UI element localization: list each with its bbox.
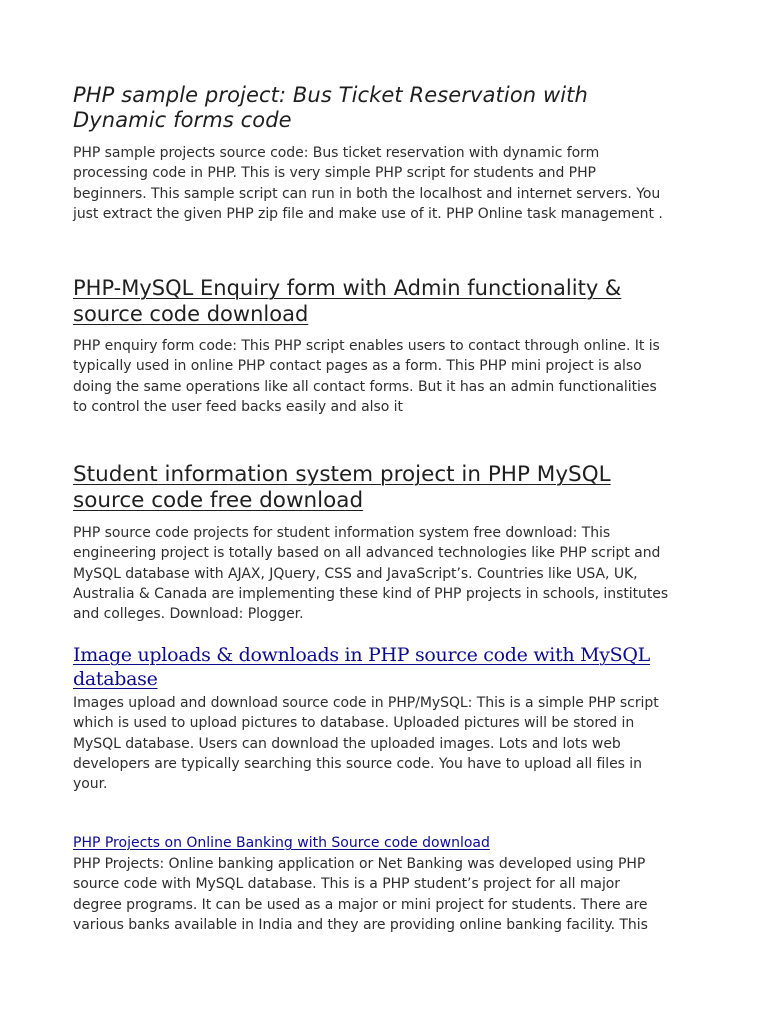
article-body: PHP Projects: Online banking application or Net Banking was developed using PHP source code with MySQL database. This is a PHP student’s project for all major degree programs. It can be used as a major or mini project for students. There are various banks available in India and they are providing online banking facility. This	[73, 856, 648, 933]
article-heading-link[interactable]: Student information system project in PHP MySQL source code free download	[73, 462, 611, 513]
article-student-info	[73, 462, 703, 624]
article-heading: PHP sample project: Bus Ticket Reservation with Dynamic forms code	[73, 83, 588, 132]
article-enquiry-form	[73, 276, 703, 417]
article-image-uploads	[73, 643, 703, 794]
article-heading-link[interactable]: PHP Projects on Online Banking with Source code download	[73, 835, 490, 851]
article-heading-link[interactable]: Image uploads & downloads in PHP source code with MySQL database	[73, 644, 650, 690]
article-body: Images upload and download source code in PHP/MySQL: This is a simple PHP script which is used to upload pictures to database. Uploaded pictures will be stored in MySQL database. Users can download the uploaded images. Lots and lots web developers are typically searching this source code. You have to upload all files in your.	[73, 695, 659, 793]
article-body: PHP enquiry form code: This PHP script enables users to contact through online. It is typically used in online PHP contact pages as a form. This PHP mini project is also doing the same operations like all contact forms. But it has an admin functionalities to control the user feed backs easily and also it	[73, 338, 660, 415]
article-heading-link[interactable]: PHP-MySQL Enquiry form with Admin functionality & source code download	[73, 276, 622, 326]
article-body: PHP sample projects source code: Bus ticket reservation with dynamic form processing code in PHP. This is very simple PHP script for students and PHP beginners. This sample script can run in both the localhost and internet servers. You just extract the given PHP zip file and make use of it. PHP Online task management .	[73, 145, 663, 222]
article-bus-ticket	[73, 83, 703, 224]
article-online-banking	[73, 833, 703, 935]
article-body: PHP source code projects for student information system free download: This engineering project is totally based on all advanced technologies like PHP script and MySQL database with AJAX, JQuery, CSS and JavaScript’s. Countries like USA, UK, Australia & Canada are implementing these kind of PHP projects in schools, institutes and colleges. Download: Plogger.	[73, 525, 669, 623]
